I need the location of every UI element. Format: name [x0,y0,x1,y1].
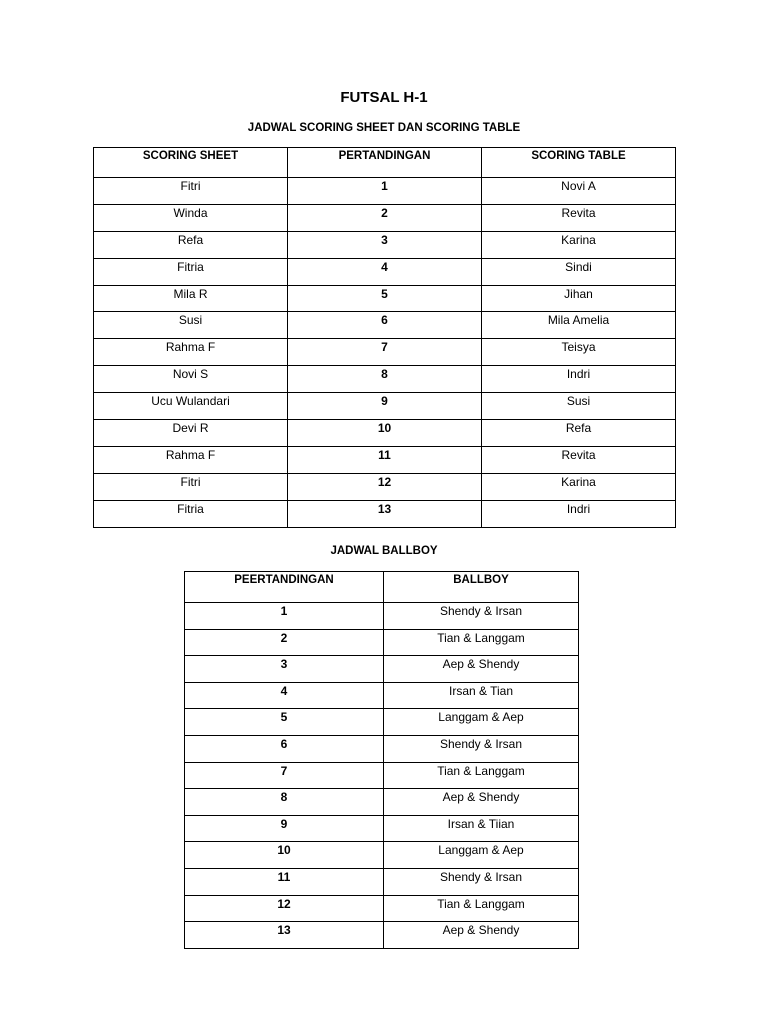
match-number-cell: 9 [185,815,384,842]
ballboy-schedule-table [184,571,579,949]
ballboy-cell: Aep & Shendy [384,789,579,816]
ballboy-cell: Tian & Langgam [384,895,579,922]
scoring-table-cell: Jihan [482,285,676,312]
ballboy-cell: Shendy & Irsan [384,868,579,895]
match-number-cell: 9 [288,393,482,420]
column-header-peertandingan: PEERTANDINGAN [185,572,384,603]
column-header-pertandingan: PERTANDINGAN [288,148,482,178]
match-number-cell: 10 [185,842,384,869]
table-row [185,629,579,656]
match-number-cell: 1 [288,178,482,205]
scoring-sheet-cell: Fitri [94,178,288,205]
table-row [185,682,579,709]
table-row [185,656,579,683]
scoring-sheet-cell: Susi [94,312,288,339]
table-row [185,603,579,630]
ballboy-schedule-title: JADWAL BALLBOY [330,545,438,557]
scoring-sheet-cell: Novi S [94,366,288,393]
ballboy-cell: Tian & Langgam [384,762,579,789]
table-row [185,762,579,789]
match-number-cell: 3 [288,231,482,258]
table-header-row [94,148,676,178]
table-row [94,231,676,258]
match-number-cell: 8 [185,789,384,816]
match-number-cell: 5 [288,285,482,312]
match-number-cell: 8 [288,366,482,393]
match-number-cell: 7 [288,339,482,366]
column-header-scoring-table: SCORING TABLE [482,148,676,178]
match-number-cell: 4 [288,258,482,285]
scoring-sheet-cell: Mila R [94,285,288,312]
table-row [185,868,579,895]
match-number-cell: 12 [185,895,384,922]
table-row [185,895,579,922]
scoring-table-cell: Novi A [482,178,676,205]
table-row [185,922,579,949]
table-row [94,339,676,366]
ballboy-cell: Aep & Shendy [384,656,579,683]
ballboy-cell: Aep & Shendy [384,922,579,949]
table-row [94,312,676,339]
ballboy-cell: Langgam & Aep [384,709,579,736]
scoring-sheet-cell: Fitria [94,258,288,285]
table-row [94,446,676,473]
scoring-table-cell: Indri [482,500,676,527]
match-number-cell: 5 [185,709,384,736]
match-number-cell: 4 [185,682,384,709]
match-number-cell: 6 [288,312,482,339]
scoring-sheet-cell: Fitria [94,500,288,527]
table-row [185,842,579,869]
ballboy-cell: Langgam & Aep [384,842,579,869]
page-title: FUTSAL H-1 [340,89,428,106]
match-number-cell: 3 [185,656,384,683]
scoring-sheet-cell: Refa [94,231,288,258]
table-row [94,473,676,500]
scoring-sheet-cell: Devi R [94,420,288,447]
match-number-cell: 13 [288,500,482,527]
match-number-cell: 12 [288,473,482,500]
table-row [185,789,579,816]
scoring-table-cell: Teisya [482,339,676,366]
scoring-sheet-cell: Ucu Wulandari [94,393,288,420]
scoring-schedule-title: JADWAL SCORING SHEET DAN SCORING TABLE [247,122,521,134]
table-row [94,420,676,447]
table-row [94,258,676,285]
table-row [94,204,676,231]
match-number-cell: 13 [185,922,384,949]
ballboy-cell: Tian & Langgam [384,629,579,656]
table-row [185,735,579,762]
scoring-table-cell: Karina [482,231,676,258]
scoring-sheet-cell: Rahma F [94,446,288,473]
match-number-cell: 2 [288,204,482,231]
scoring-table-cell: Revita [482,446,676,473]
ballboy-cell: Shendy & Irsan [384,735,579,762]
match-number-cell: 6 [185,735,384,762]
table-row [94,178,676,205]
scoring-sheet-cell: Rahma F [94,339,288,366]
ballboy-cell: Shendy & Irsan [384,603,579,630]
scoring-sheet-cell: Fitri [94,473,288,500]
scoring-schedule-table [93,147,676,528]
table-row [94,500,676,527]
ballboy-cell: Irsan & Tiian [384,815,579,842]
scoring-table-cell: Revita [482,204,676,231]
scoring-table-cell: Susi [482,393,676,420]
table-row [94,393,676,420]
table-row [94,366,676,393]
match-number-cell: 11 [288,446,482,473]
scoring-table-cell: Mila Amelia [482,312,676,339]
scoring-table-cell: Sindi [482,258,676,285]
scoring-table-cell: Refa [482,420,676,447]
scoring-sheet-cell: Winda [94,204,288,231]
ballboy-cell: Irsan & Tian [384,682,579,709]
table-row [185,709,579,736]
scoring-table-cell: Indri [482,366,676,393]
match-number-cell: 11 [185,868,384,895]
table-row [94,285,676,312]
scoring-table-cell: Karina [482,473,676,500]
table-header-row [185,572,579,603]
match-number-cell: 10 [288,420,482,447]
column-header-scoring-sheet: SCORING SHEET [94,148,288,178]
column-header-ballboy: BALLBOY [384,572,579,603]
match-number-cell: 1 [185,603,384,630]
match-number-cell: 7 [185,762,384,789]
table-row [185,815,579,842]
match-number-cell: 2 [185,629,384,656]
